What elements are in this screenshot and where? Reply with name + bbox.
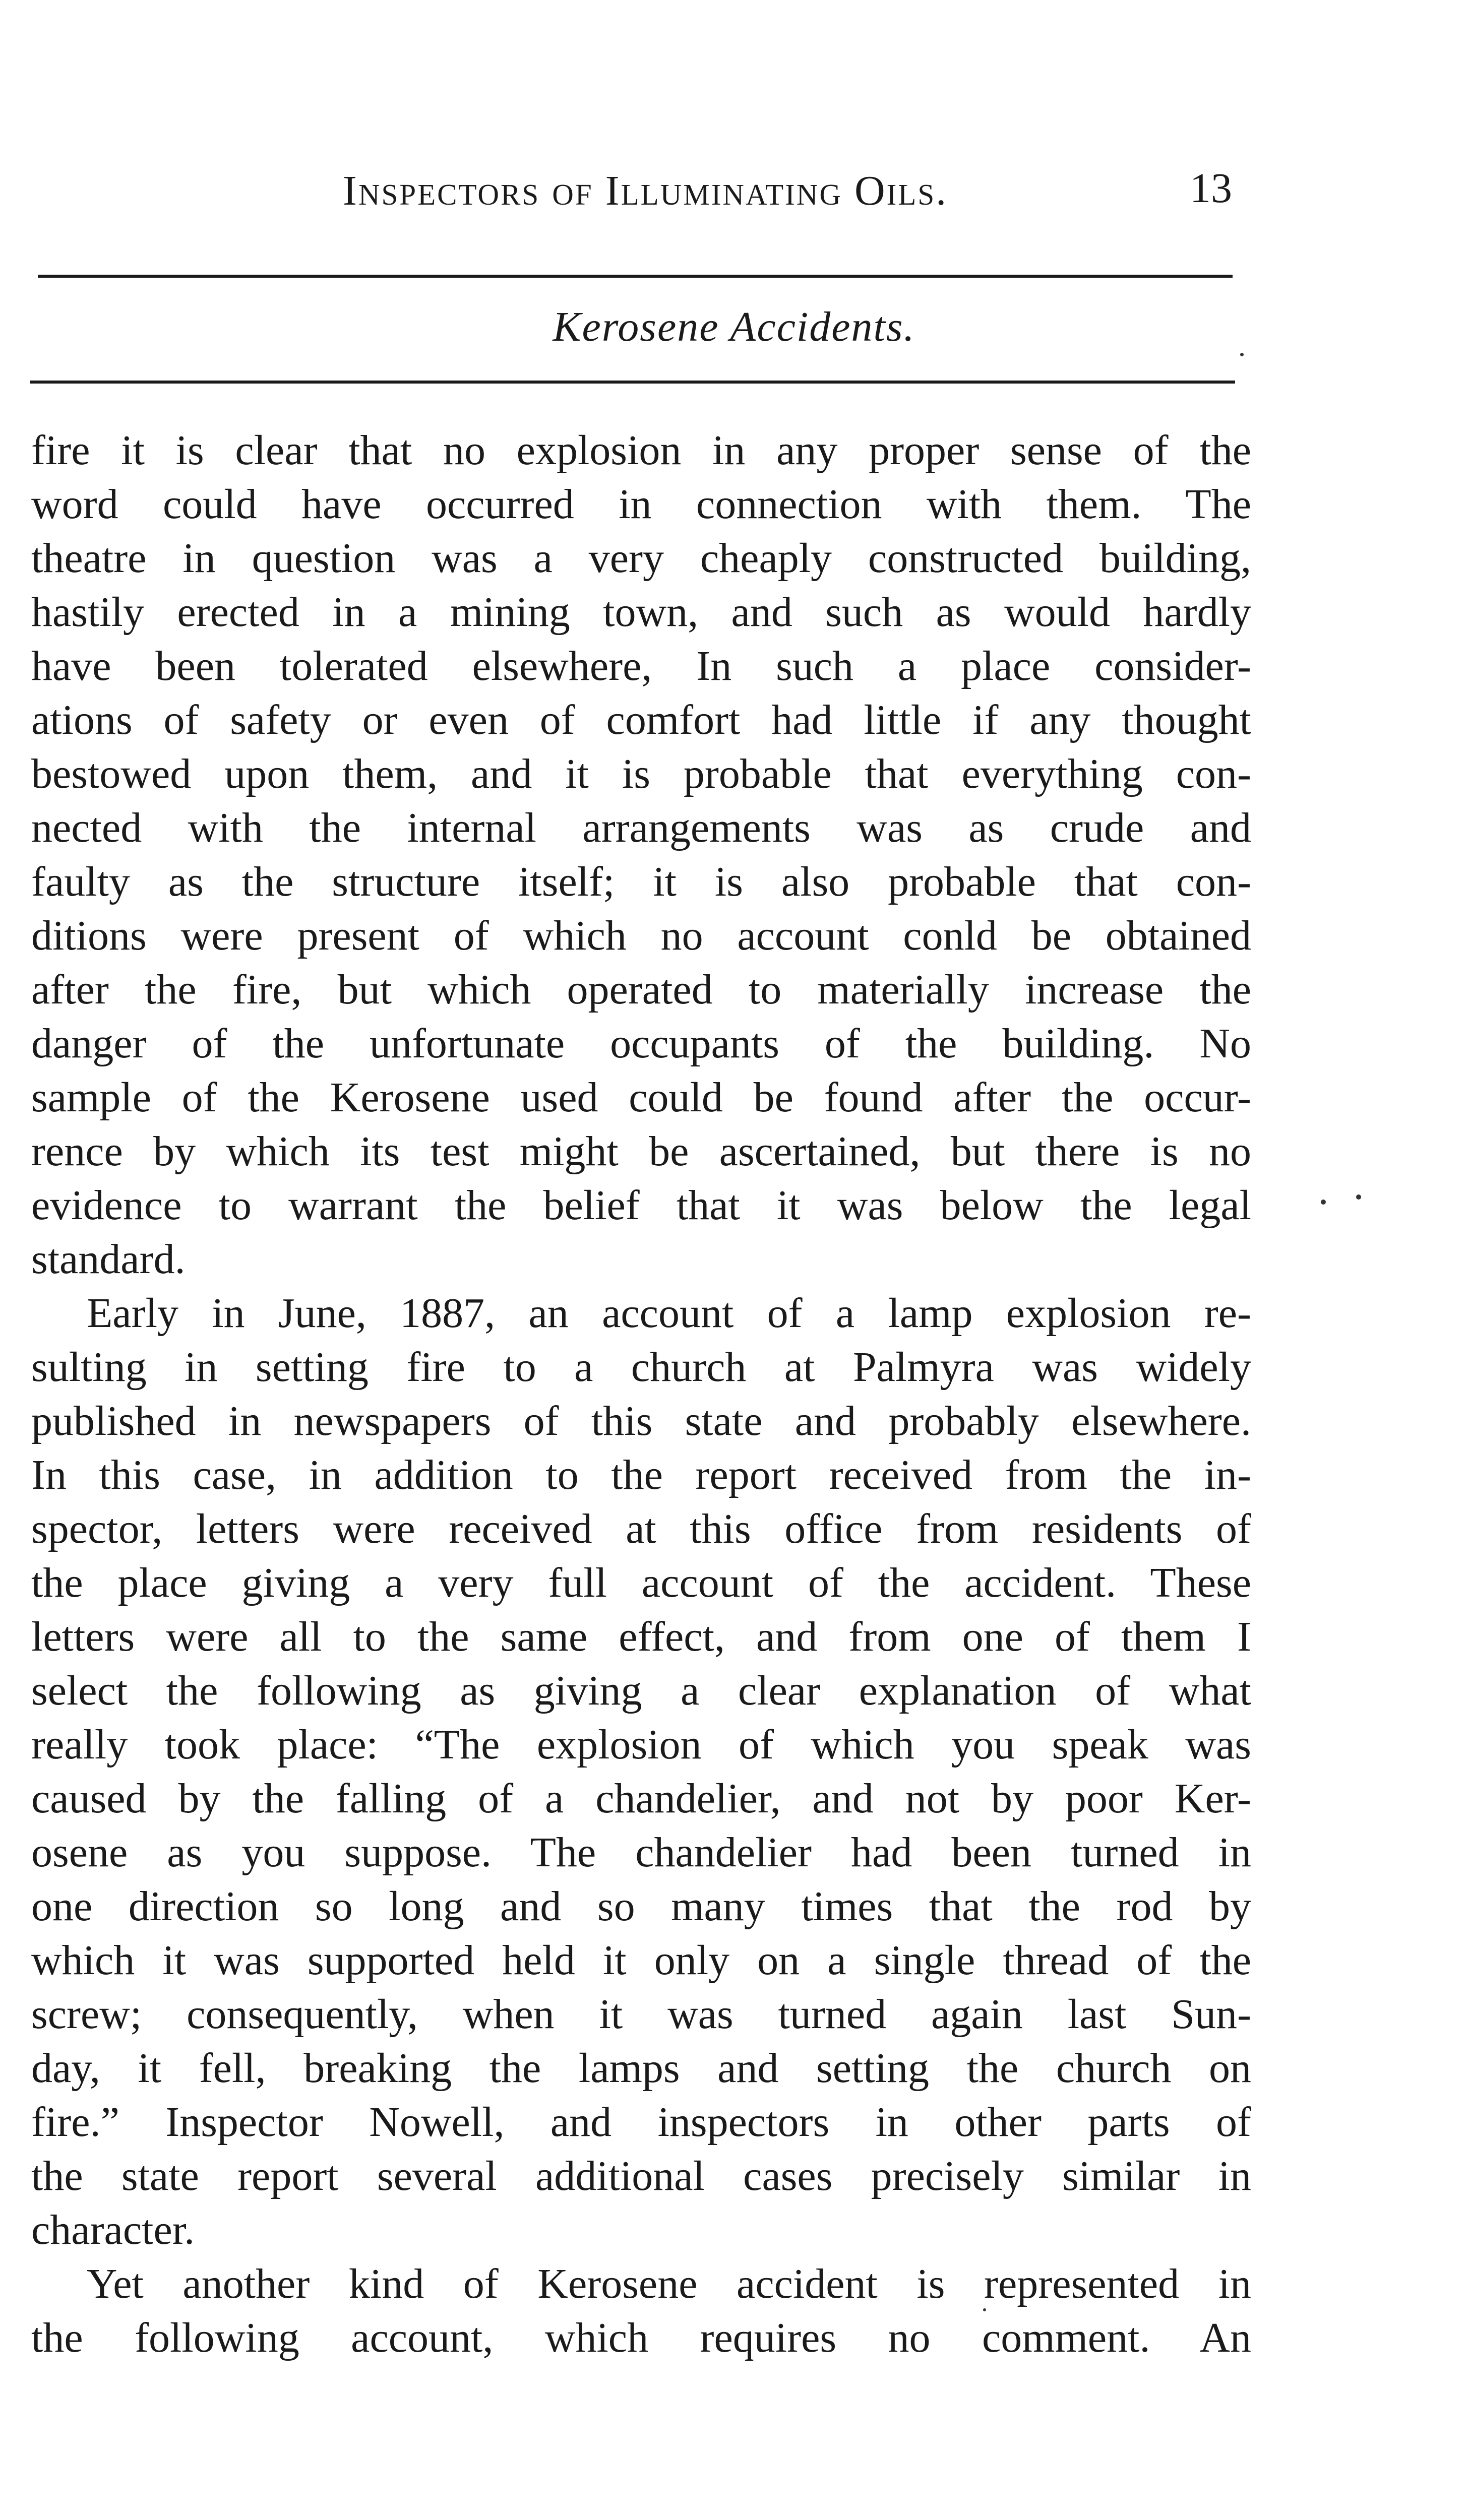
body-text <box>31 423 1251 2365</box>
text-line: Yet another kind of Kerosene accident is represented in <box>87 2260 1251 2307</box>
text-line: screw; consequently, when it was turned again last Sun- <box>31 1991 1251 2038</box>
text-line: In this case, in addition to the report received from the in- <box>31 1452 1251 1498</box>
text-line: hastily erected in a mining town, and such as would hardly <box>31 589 1251 636</box>
text-line: letters were all to the same effect, and from one of them I <box>31 1613 1251 1660</box>
header-rule-top <box>38 275 1233 278</box>
text-line: day, it fell, breaking the lamps and setting the church on <box>31 2045 1251 2092</box>
text-line: danger of the unfortunate occupants of the building. No <box>31 1020 1251 1067</box>
text-line: character. <box>31 2207 195 2253</box>
ink-speck <box>983 2308 986 2311</box>
ink-speck <box>1321 1200 1326 1205</box>
text-line: have been tolerated elsewhere, In such a place consider- <box>31 643 1251 689</box>
text-line: really took place: “The explosion of which you speak was <box>31 1721 1251 1768</box>
text-line: ations of safety or even of comfort had little if any thought <box>31 697 1251 743</box>
text-line: after the fire, but which operated to materially increase the <box>31 966 1251 1013</box>
text-line: ditions were present of which no account conld be obtained <box>31 912 1251 959</box>
text-line: caused by the falling of a chandelier, and not by poor Ker- <box>31 1775 1251 1822</box>
text-line: fire.” Inspector Nowell, and inspectors in other parts of <box>31 2099 1251 2146</box>
text-line: faulty as the structure itself; it is also probable that con- <box>31 858 1251 905</box>
text-line: the state report several additional cases precisely similar in <box>31 2153 1251 2199</box>
text-line: standard. <box>31 1236 186 1283</box>
text-line: word could have occurred in connection with them. The <box>31 481 1251 528</box>
text-line: osene as you suppose. The chandelier had been turned in <box>31 1829 1251 1876</box>
text-line: rence by which its test might be ascertained, but there is no <box>31 1128 1251 1175</box>
page-number: 13 <box>1190 165 1232 212</box>
text-line: which it was supported held it only on a single thread of the <box>31 1937 1251 1984</box>
text-line: Early in June, 1887, an account of a lamp explosion re- <box>87 1290 1251 1337</box>
text-line: select the following as giving a clear explanation of what <box>31 1667 1251 1714</box>
text-line: sulting in setting fire to a church at Palmyra was widely <box>31 1344 1251 1391</box>
text-line: nected with the internal arrangements was as crude and <box>31 804 1251 851</box>
header-rule-bottom <box>30 381 1235 384</box>
text-line: spector, letters were received at this office from residents of <box>31 1505 1251 1552</box>
text-line: sample of the Kerosene used could be found after the occur- <box>31 1074 1251 1121</box>
text-line: theatre in question was a very cheaply constructed building, <box>31 535 1251 582</box>
text-line: published in newspapers of this state and probably elsewhere. <box>31 1398 1251 1444</box>
text-line: evidence to warrant the belief that it was below the legal <box>31 1182 1251 1229</box>
text-line: bestowed upon them, and it is probable that everything con- <box>31 750 1251 797</box>
ink-speck <box>1356 1194 1361 1200</box>
ink-speck <box>1240 353 1244 356</box>
running-head-title: Inspectors of Illuminating Oils. <box>342 167 948 214</box>
section-title: Kerosene Accidents. <box>553 303 915 350</box>
text-line: fire it is clear that no explosion in any proper sense of the <box>31 427 1251 474</box>
text-line: one direction so long and so many times that the rod by <box>31 1883 1251 1930</box>
text-line: the following account, which requires no comment. An <box>31 2314 1251 2361</box>
text-line: the place giving a very full account of the accident. These <box>31 1559 1251 1606</box>
